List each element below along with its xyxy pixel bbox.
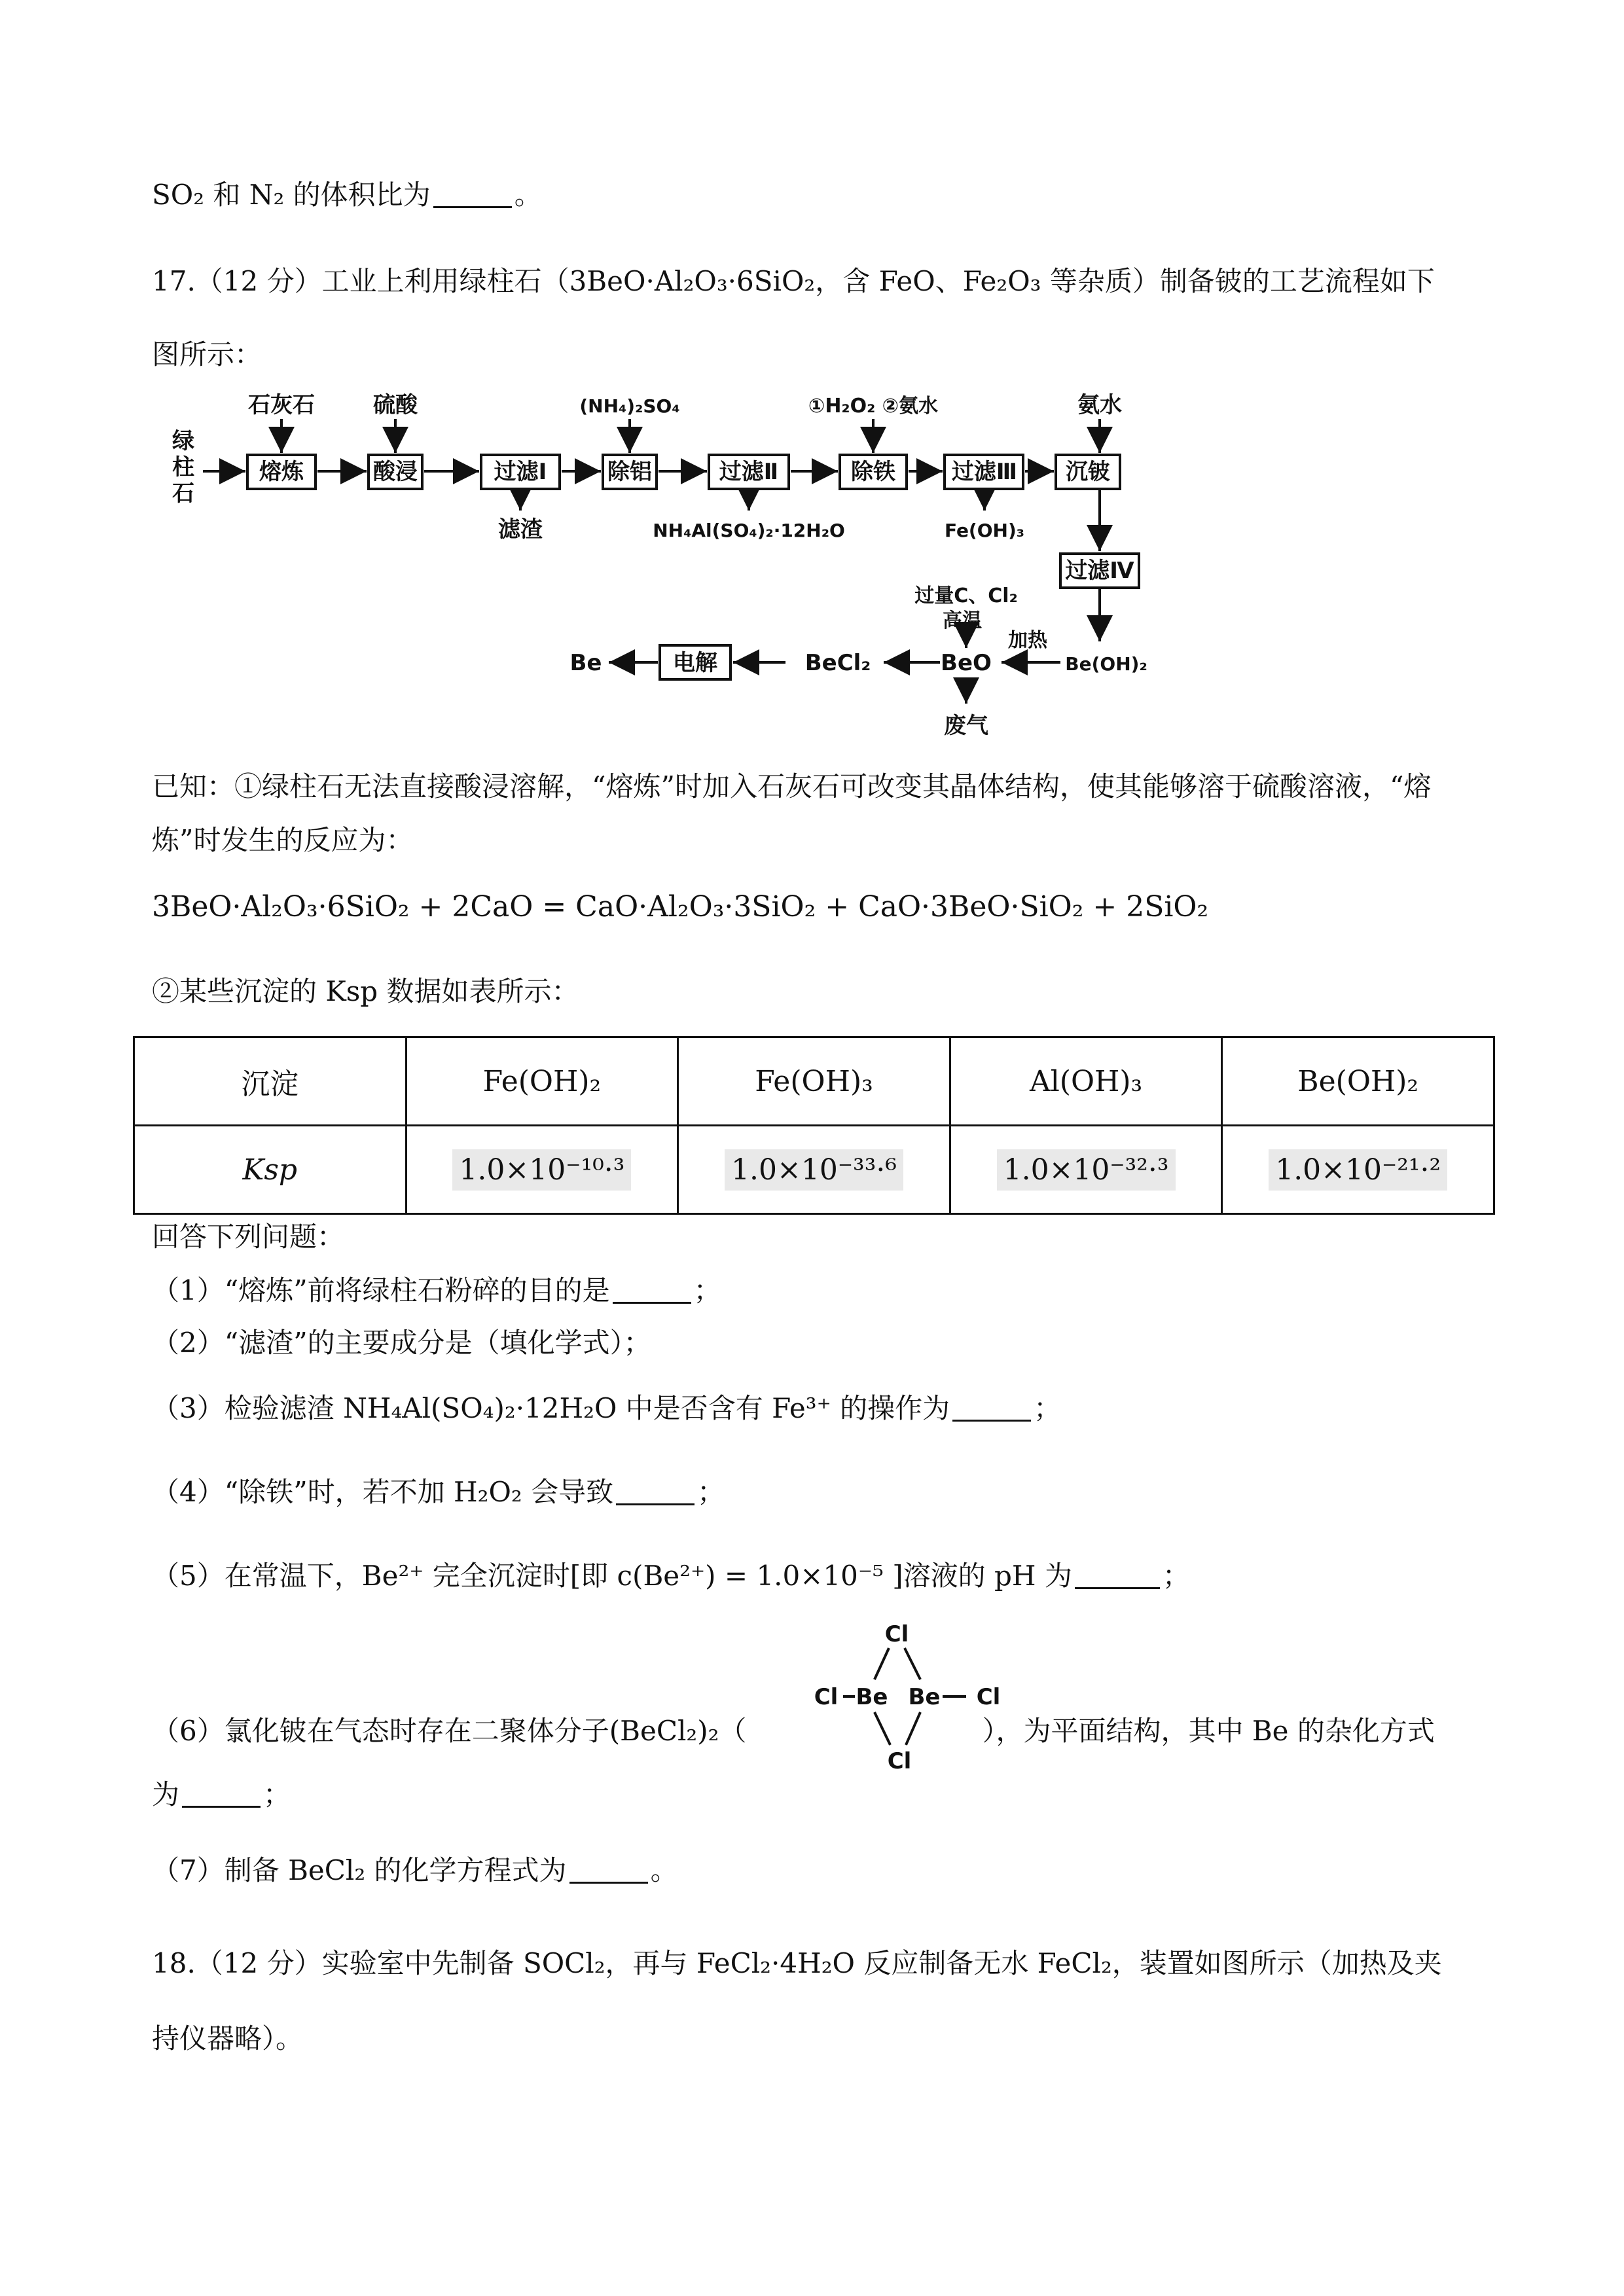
table-cell: Al(OH)₃ [950, 1037, 1222, 1126]
heat-label: 加热 [1008, 629, 1047, 652]
table-cell: Be(OH)₂ [1222, 1037, 1494, 1126]
atom-label: Cl [976, 1684, 1001, 1710]
high-temp-label: 高温 [943, 609, 982, 632]
becl2-label: BeCl₂ [804, 650, 871, 676]
table-cell: Fe(OH)₂ [406, 1037, 678, 1126]
q18-line2: 持仪器略）。 [152, 2022, 304, 2054]
step-box: 过滤Ⅳ [1065, 558, 1134, 584]
process-flow-diagram [157, 380, 1178, 746]
ksp-intro: ②某些沉淀的 Ksp 数据如表所示： [152, 975, 579, 1007]
question-7: （7）制备 BeCl₂ 的化学方程式为 。 [152, 1854, 678, 1886]
answer-blank[interactable] [1075, 1561, 1160, 1589]
atom-label: Cl [884, 1621, 909, 1647]
ksp-value: 1.0×10⁻³²·³ [997, 1149, 1176, 1191]
step-box: 酸浸 [373, 459, 418, 485]
raw-material: 绿柱石 [172, 428, 194, 507]
answer-blank[interactable] [613, 1276, 691, 1304]
reagent-label: (NH₄)₂SO₄ [579, 395, 680, 417]
table-cell [406, 1126, 678, 1214]
table-cell: Fe(OH)₃ [678, 1037, 950, 1126]
ksp-value: 1.0×10⁻³³·⁶ [725, 1149, 903, 1191]
answer-blank[interactable] [182, 1780, 261, 1808]
answer-blank[interactable] [952, 1393, 1031, 1422]
becl2-dimer-structure [812, 1617, 1021, 1780]
q17-intro-line1: 17.（12 分）工业上利用绿柱石（3BeO·Al₂O₃·6SiO₂，含 FeO、Fe₂O₃ 等杂质）制备铍的工艺流程如下 [152, 265, 1435, 297]
known-line1: 已知：①绿柱石无法直接酸浸溶解，“熔炼”时加入石灰石可改变其晶体结构，使其能够溶于硫酸溶液，“熔 [152, 770, 1432, 802]
step-box: 沉铍 [1066, 459, 1110, 485]
q18-line1: 18.（12 分）实验室中先制备 SOCl₂，再与 FeCl₂·4H₂O 反应制备无水 FeCl₂，装置如图所示（加热及夹 [152, 1947, 1442, 1979]
output-label: 滤渣 [498, 516, 543, 543]
beo-label: BeO [941, 650, 992, 676]
be-product-label: Be [569, 650, 602, 676]
step-box: 除铝 [607, 459, 652, 485]
table-header-cell: 沉淀 [134, 1037, 406, 1126]
atom-label: Be [856, 1684, 888, 1710]
step-box: 熔炼 [259, 459, 304, 485]
question-6-cont: 为 ； [152, 1778, 291, 1810]
ksp-value: 1.0×10⁻²¹·² [1269, 1149, 1447, 1191]
ksp-table [133, 1036, 1495, 1215]
answer-intro: 回答下列问题： [152, 1221, 345, 1253]
answer-blank[interactable] [616, 1477, 695, 1505]
step-box: 过滤Ⅱ [719, 459, 779, 485]
output-label: Fe(OH)₃ [944, 520, 1025, 541]
table-header-cell: Ksp [134, 1126, 406, 1214]
question-1: （1）“熔炼”前将绿柱石粉碎的目的是 ； [152, 1274, 721, 1306]
question-6: （6）氯化铍在气态时存在二聚体分子(BeCl₂)₂（ ），为平面结构，其中 Be 的杂化方式 [152, 1715, 1435, 1747]
q17-intro-line2: 图所示： [152, 338, 262, 370]
waste-gas-label: 废气 [944, 713, 988, 739]
table-cell [950, 1126, 1222, 1214]
chlorination-label: 过量C、Cl₂ [914, 584, 1018, 607]
step-box: 除铁 [851, 459, 895, 485]
step-box: 过滤Ⅰ [494, 459, 547, 485]
q16-tail: SO₂ 和 N₂ 的体积比为 。 [152, 179, 542, 211]
question-3: （3）检验滤渣 NH₄Al(SO₄)₂·12H₂O 中是否含有 Fe³⁺ 的操作为 ； [152, 1392, 1062, 1424]
atom-label: Be [908, 1684, 941, 1710]
step-box: 电解 [673, 650, 717, 676]
ksp-value: 1.0×10⁻¹⁰·³ [452, 1149, 631, 1191]
question-2: （2）“滤渣”的主要成分是（填化学式）； [152, 1327, 651, 1359]
q16-tail-text: SO₂ 和 N₂ 的体积比为 [152, 179, 431, 211]
known-line2: 炼”时发生的反应为： [152, 824, 414, 856]
question-4: （4）“除铁”时，若不加 H₂O₂ 会导致 ； [152, 1476, 725, 1508]
output-label: NH₄Al(SO₄)₂·12H₂O [653, 520, 845, 541]
reagent-label: 氨水 [1077, 392, 1122, 418]
step-box: 过滤Ⅲ [951, 459, 1018, 485]
table-cell [678, 1126, 950, 1214]
reagent-label: ①H₂O₂ ②氨水 [808, 395, 939, 418]
atom-label: Cl [814, 1684, 839, 1710]
answer-blank[interactable] [569, 1856, 648, 1884]
answer-blank[interactable] [433, 180, 512, 208]
table-cell [1222, 1126, 1494, 1214]
melting-equation: 3BeO·Al₂O₃·6SiO₂ + 2CaO = CaO·Al₂O₃·3SiO₂ + CaO·3BeO·SiO₂ + 2SiO₂ [152, 890, 1209, 924]
beoh2-label: Be(OH)₂ [1065, 653, 1147, 675]
reagent-label: 石灰石 [248, 392, 315, 418]
atom-label: Cl [887, 1748, 912, 1774]
question-5: （5）在常温下，Be²⁺ 完全沉淀时[即 c(Be²⁺) = 1.0×10⁻⁵ ]溶液的 pH 为 ； [152, 1560, 1190, 1592]
reagent-label: 硫酸 [373, 392, 418, 418]
